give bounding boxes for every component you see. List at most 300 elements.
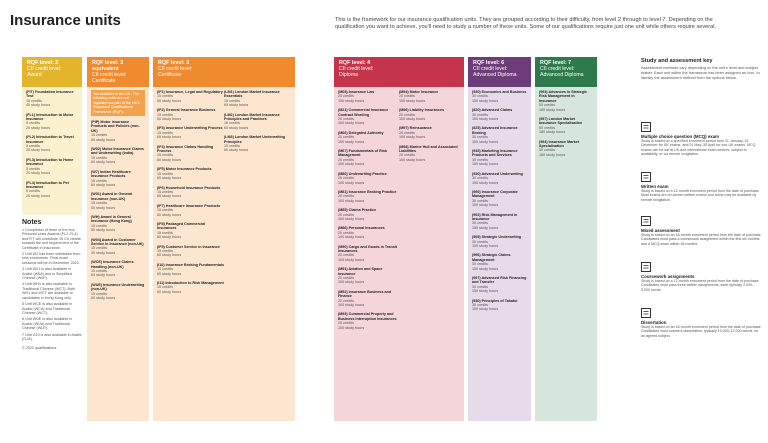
credit-value: Award	[27, 72, 42, 79]
unit-name: (IF2) General Insurance Business	[157, 108, 216, 113]
unit-item	[157, 263, 224, 276]
unit-hours: 100 study hours	[338, 198, 365, 203]
unit-credits: 15 credits	[157, 189, 173, 194]
unit-hours: 50 study hours	[91, 228, 116, 233]
credit-value: Diploma	[339, 72, 359, 79]
unit-credits: 15 credits	[157, 208, 173, 213]
unit-item	[472, 172, 527, 185]
unit-credits: 15 credits	[224, 98, 240, 103]
unit-item	[157, 245, 224, 258]
unit-item	[472, 276, 527, 294]
unit-credits: 15 credits	[157, 230, 173, 235]
column-rqf-level-3	[153, 57, 295, 421]
unit-hours: 100 study hours	[399, 157, 426, 162]
unit-credits: 50 credits	[539, 125, 555, 130]
unit-name: (M93) Commercial Property and Business Interruption Insurances	[338, 312, 397, 321]
column-header	[535, 57, 597, 87]
level-label: RQF level: 2	[27, 60, 59, 66]
unit-item	[224, 90, 291, 108]
unit-credits: 15 credits	[157, 267, 173, 272]
unit-credits: 25 credits	[338, 94, 354, 99]
unit-credits: 20 credits	[338, 276, 354, 280]
unit-hours: 100 study hours	[338, 139, 365, 144]
unit-item	[26, 158, 78, 176]
unit-hours: 150 study hours	[472, 139, 499, 144]
unit-name: (PIP) Motor Insurance Products and Policies (non-UK)	[91, 120, 140, 133]
unit-name: (994) Insurance Market Specialisation	[539, 139, 579, 149]
unit-credits: 5 credits	[26, 166, 40, 171]
unit-item	[338, 131, 399, 144]
units-group	[338, 90, 399, 418]
credit-label: CII credit level:	[92, 72, 127, 79]
unit-credits: 30 credits	[472, 239, 488, 244]
unit-item	[338, 149, 399, 167]
unit-name: (M05) Insurance Law	[338, 90, 375, 94]
unit-credits: 5 credits	[26, 144, 40, 149]
unit-credits: 50 credits	[539, 103, 555, 108]
unit-name: (W04) Award in Customer Service in Insurance (non-UK)	[91, 237, 144, 246]
unit-name: (LM3) London Market Underwriting Principles	[224, 135, 286, 144]
column-header	[334, 57, 464, 87]
unit-credits: 30 credits	[472, 112, 488, 117]
unit-hours: 180 study hours	[539, 130, 566, 135]
unit-name: (I10) Insurance Broking Fundamentals	[157, 262, 225, 267]
unit-credits: 15 credits	[91, 246, 107, 251]
notes-heading: Notes	[22, 219, 42, 226]
key-item-title: Written exam	[641, 184, 669, 189]
unit-name: (M91) Aviation and Space Insurance	[338, 267, 383, 276]
unit-hours: 150 study hours	[472, 203, 499, 208]
note-item: 6 Unit WUE is also available in Arabic (WUA) and Traditional Chinese (WUT).	[22, 317, 73, 331]
unit-credits: 15 credits	[224, 144, 240, 149]
unit-name: (M85) Claims Practice	[338, 208, 377, 213]
unit-hours: 150 study hours	[472, 117, 499, 122]
unit-name: (M21) Commercial Insurance Contract Wording	[338, 108, 389, 117]
unit-name: (WUE) Insurance Underwriting (non-UK)	[91, 282, 145, 292]
unit-hours: 100 study hours	[338, 257, 365, 262]
unit-name: (993) Advances in Strategic Risk Management in Insurance	[539, 90, 588, 103]
unit-credits: 30 credits	[472, 262, 488, 267]
unit-item	[91, 170, 145, 188]
mcq-icon	[641, 122, 651, 132]
unit-credits: 30 credits	[472, 157, 488, 162]
unit-item	[338, 267, 399, 285]
unit-item	[472, 90, 527, 103]
unit-item	[338, 190, 399, 203]
unit-name: (W02) Motor Insurance Claims and Underwriting (India)	[91, 147, 144, 156]
unit-item	[338, 312, 399, 330]
unit-hours: 150 study hours	[472, 180, 499, 185]
unit-item	[26, 113, 78, 131]
unit-name: (IF8) Packaged Commercial Insurances	[157, 221, 206, 231]
column-header	[22, 57, 82, 87]
unit-hours: 100 study hours	[338, 303, 365, 308]
unit-hours: 60 study hours	[157, 135, 182, 140]
unit-credits: 15 credits	[224, 121, 240, 126]
unit-credits: 30 credits	[472, 135, 488, 140]
unit-credits: 15 credits	[91, 223, 107, 228]
level-label: RQF level: 6	[473, 60, 505, 66]
unit-hours: 150 study hours	[472, 162, 499, 167]
unit-hours: 20 study hours	[26, 125, 51, 130]
unit-credits: 20 credits	[399, 130, 415, 135]
unit-item	[157, 186, 224, 199]
unit-hours: 150 study hours	[472, 307, 499, 312]
unit-credits: 20 credits	[338, 212, 354, 217]
unit-name: (IF5) Motor Insurance Products	[157, 167, 212, 172]
key-item	[641, 308, 763, 338]
unit-item	[338, 90, 399, 103]
unit-hours: 60 study hours	[157, 117, 182, 122]
unit-name: (M81) Insurance Broking Practice	[338, 189, 397, 194]
unit-hours: 20 study hours	[26, 171, 51, 176]
unit-credits: 15 credits	[91, 269, 107, 273]
unit-hours: 50 study hours	[91, 205, 116, 210]
unit-credits: 20 credits	[338, 321, 354, 326]
column-rqf-level-3-equivalent	[87, 57, 149, 421]
unit-item	[399, 145, 460, 163]
unit-name: (997) Advanced Risk Financing and Transfer	[472, 276, 527, 285]
unit-hours: 60 study hours	[224, 148, 249, 153]
unit-credits: 30 credits	[472, 221, 488, 226]
unit-credits: 5 credits	[26, 189, 40, 194]
unit-credits: 50 credits	[539, 148, 555, 153]
unit-name: (IF4) Insurance Claims Handling Process	[157, 144, 214, 154]
unit-name: (FIT) Foundation Insurance Test	[26, 90, 74, 99]
credit-value: Certificate	[158, 72, 182, 79]
unit-hours: 40 study hours	[26, 103, 51, 108]
units-list	[334, 87, 464, 421]
unit-hours: 60 study hours	[91, 182, 116, 187]
unit-credits: 5 credits	[26, 121, 40, 126]
unit-name: (930) Advanced Underwriting	[472, 171, 523, 176]
key-title: Study and assessment key	[641, 58, 713, 64]
unit-name: (M90) Cargo and Goods in Transit Insurances	[338, 244, 398, 253]
credit-label: CII credit level:	[473, 66, 508, 73]
unit-item	[157, 90, 224, 103]
unit-hours: 60 study hours	[224, 125, 249, 130]
unit-name: (M80) Underwriting Practice	[338, 171, 387, 176]
key-item-description: Study is based on a 12-month enrolment period from the date of purchase. Candidates must pass three written assignments, each typically 2,000–3,000 words.	[641, 279, 760, 292]
unit-name: (996) Strategic Claims Management	[472, 253, 511, 262]
unit-name: (FL3) Introduction to Home Insurance	[26, 157, 74, 167]
unit-hours: 100 study hours	[338, 216, 365, 221]
unit-item	[91, 215, 145, 233]
unit-hours: 100 study hours	[338, 280, 365, 285]
units-group	[91, 120, 145, 300]
unit-name: (530) Principles of Takaful	[472, 298, 518, 303]
unit-credits: 20 credits	[399, 112, 415, 117]
unit-hours: 60 study hours	[91, 296, 116, 301]
unit-name: (LM1) London Market Insurance Essentials	[224, 90, 280, 99]
unit-credits: 20 credits	[338, 194, 354, 199]
unit-credits: 20 credits	[399, 153, 415, 158]
unit-item	[26, 90, 78, 108]
unit-name: (LM2) London Market Insurance Principles and Practices	[224, 112, 280, 122]
units-list	[22, 87, 82, 215]
note-item: 4 Unit WH4 is also available in Traditional Chinese (WCT). Both WH1 and WCT are available to candidates in Hong Kong only.	[22, 282, 76, 300]
key-item	[641, 216, 763, 246]
unit-credits: 15 credits	[157, 130, 173, 135]
unit-hours: 150 study hours	[472, 266, 499, 271]
unit-credits: 15 credits	[157, 112, 173, 117]
unit-name: (M98) Marine Hull and Associated Liabilities	[399, 144, 458, 154]
unit-name: (M96) Liability Insurances	[399, 108, 445, 113]
unit-credits: 15 credits	[157, 285, 173, 290]
unit-item	[157, 126, 224, 139]
unit-credits: 20 credits	[338, 135, 354, 140]
unit-credits: 20 credits	[338, 230, 354, 235]
unit-hours: 60 study hours	[157, 157, 182, 162]
unit-hours: 20 study hours	[26, 193, 51, 198]
credit-label: CII credit level:	[339, 66, 374, 73]
unit-hours: 60 study hours	[157, 289, 182, 294]
unit-item	[338, 208, 399, 221]
unit-name: (W7) Indian Healthcare Insurance Products	[91, 169, 131, 179]
unit-item	[157, 204, 224, 217]
unit-credits: 15 credits	[157, 153, 173, 158]
unit-credits: 15 credits	[91, 155, 107, 160]
unit-name: (FL4) Introduction to Pet Insurance	[26, 180, 69, 189]
unit-hours: 100 study hours	[338, 162, 365, 167]
notes-list	[22, 228, 82, 341]
unit-credits: 20 credits	[338, 298, 354, 303]
unit-credits: 15 credits	[91, 133, 107, 138]
unit-item	[224, 135, 291, 153]
unit-item	[91, 260, 145, 278]
key-item-title: Coursework assignments	[641, 274, 695, 279]
unit-hours: 60 study hours	[91, 160, 116, 165]
unit-hours: 150 study hours	[472, 289, 499, 294]
note-item: 1 Completion of three of the four Personal Lines Awards (FL1–FL4) and FIT will contribute 15 CII credits towards the unit requirement of the Certificate in Insurance.	[22, 228, 81, 250]
unit-credits: 20 credits	[338, 176, 354, 181]
unit-hours: 60 study hours	[157, 98, 182, 103]
unit-item	[157, 108, 224, 121]
credit-value: Advanced Diploma	[540, 72, 584, 79]
unit-name: (I11) Introduction to Risk Management	[157, 281, 224, 285]
unit-credits: 30 credits	[472, 198, 488, 203]
unit-item	[472, 190, 527, 208]
unit-name: (WCE) Insurance Claims Handling (non-UK)	[91, 260, 134, 269]
unit-item	[399, 90, 460, 103]
column-header	[468, 57, 531, 87]
unit-name: (995) Strategic Underwriting	[472, 235, 522, 240]
key-item-title: Multiple choice question (MCQ) exam	[641, 134, 720, 139]
credit-value: Advanced Diploma	[473, 72, 517, 79]
level-label: RQF level: 7	[540, 60, 572, 66]
unit-hours: 60 study hours	[157, 253, 182, 258]
unit-hours: 60 study hours	[91, 273, 116, 278]
note-item: 7 Unit G10 is also available in Arabic (G1A).	[22, 332, 82, 341]
unit-hours: 60 study hours	[157, 212, 182, 217]
unit-item	[472, 299, 527, 312]
unit-item	[472, 149, 527, 167]
unit-item	[399, 126, 460, 139]
intro-text: This is the framework for our insurance qualification units. They are grouped according to their difficulty, from level 2 through to level 7. Depending on the qualification you want to achieve, you'll need to study a number of these units. Some of our qualifications require just one unit while others require several.	[335, 17, 717, 31]
unit-name: (W01) Award in General Insurance (non-UK)	[91, 192, 133, 201]
unit-hours: 60 study hours	[224, 103, 249, 108]
unit-name: (IF7) Healthcare Insurance Products	[157, 203, 221, 208]
unit-name: (IF3) Insurance Underwriting Process	[157, 126, 223, 131]
unit-hours: 100 study hours	[338, 325, 365, 330]
unit-hours: 60 study hours	[91, 137, 116, 142]
unit-item	[26, 181, 78, 199]
unit-credits: 20 credits	[338, 253, 354, 258]
unit-hours: 60 study hours	[157, 271, 182, 276]
level-label: RQF level: 3	[158, 60, 190, 66]
written-exam-icon	[641, 172, 651, 182]
unit-hours: 100 study hours	[338, 180, 365, 185]
coursework-icon	[641, 262, 651, 272]
column-rqf-level-4	[334, 57, 464, 421]
unit-credits: 15 credits	[91, 178, 107, 183]
unit-name: (FL1) Introduction to Motor Insurance	[26, 112, 74, 122]
key-item-description: Study is based on an 18-month enrolment period from the date of purchase. Candidates must pass a coursework assignment within the first six months and a MCQ exam within 18 months.	[641, 233, 762, 246]
unit-credits: 30 credits	[472, 94, 488, 99]
unit-item	[472, 108, 527, 121]
unit-item	[539, 140, 593, 158]
unit-item	[539, 117, 593, 135]
unit-hours: 60 study hours	[157, 176, 182, 181]
column-header	[87, 57, 149, 87]
key-item-description: Study is based on a specified enrolment period from 31 January–31 December for UK exams, and 01 May–30 April for non-UK exams. MCQ exams can be sat at UK and international exam centres, subject to availability, or via remote invigilation.	[641, 139, 756, 157]
unit-name: (IF6) Household Insurance Products	[157, 185, 221, 190]
not-available-notice: Not available in the UK. The following units are not regulated as part of the UK's Regulated Qualifications Framework (RQF).	[91, 90, 145, 116]
unit-name: (IF1) Insurance, Legal and Regulatory	[157, 90, 223, 94]
unit-item	[338, 245, 399, 263]
unit-hours: 100 study hours	[338, 235, 365, 240]
mixed-assessment-icon	[641, 216, 651, 226]
unit-hours: 50 study hours	[91, 250, 116, 255]
unit-hours: 150 study hours	[472, 243, 499, 248]
note-item: 3 Unit W01 is also available in Arabic (W0A) and in Simplified Chinese (W0F).	[22, 267, 73, 281]
level-label: RQF level: 3 equivalent	[92, 60, 124, 73]
note-item: 2 Unit W2 has been withdrawn from new enrolments. Final exam sessions will be in December 2022.	[22, 252, 81, 265]
unit-name: (530) Economics and Business	[472, 90, 527, 94]
unit-credits: 15 credits	[91, 291, 107, 296]
unit-item	[338, 172, 399, 185]
unit-name: (945) Marketing Insurance Products and Services	[472, 149, 518, 158]
unit-hours: 100 study hours	[338, 98, 365, 103]
unit-name: (992) Risk Management in Insurance	[472, 212, 518, 221]
unit-name: (M97) Reinsurance	[399, 126, 432, 131]
dissertation-icon	[641, 308, 651, 318]
column-rqf-level-6	[468, 57, 531, 421]
unit-credits: 20 credits	[399, 94, 415, 99]
unit-item	[224, 113, 291, 131]
unit-credits: 15 credits	[157, 171, 173, 176]
column-rqf-level-7	[535, 57, 597, 421]
unit-hours: 100 study hours	[338, 121, 365, 126]
unit-hours: 150 study hours	[472, 225, 499, 230]
unit-credits: 30 credits	[472, 303, 488, 308]
unit-hours: 60 study hours	[157, 235, 182, 240]
key-item	[641, 172, 763, 202]
unit-name: (820) Advanced Claims	[472, 108, 513, 113]
key-description: Assessment methods vary depending on the unit's level and subject matter. Each unit within the framework has been assigned an icon, to identify the assessment method from the options below.	[641, 65, 760, 80]
unit-hours: 100 study hours	[399, 117, 426, 122]
unit-item	[338, 108, 399, 126]
unit-credits: 15 credits	[91, 201, 107, 206]
key-item-description: Study is based on an 18-month enrolment period from the date of purchase. Candidates must submit a dissertation, typically 10,000–12,000 words, on an agreed subject.	[641, 325, 762, 338]
key-item	[641, 122, 763, 157]
unit-item	[472, 235, 527, 248]
level-label: RQF level: 4	[339, 60, 371, 66]
unit-item	[91, 192, 145, 210]
units-group	[399, 90, 460, 418]
unit-item	[91, 283, 145, 301]
unit-item	[472, 253, 527, 271]
column-header	[153, 57, 295, 87]
unit-item	[91, 147, 145, 165]
unit-credits: 15 credits	[157, 94, 173, 99]
unit-name: (IF9) Customer Service in Insurance	[157, 244, 220, 249]
units-group	[224, 90, 291, 418]
unit-hours: 150 study hours	[472, 98, 499, 103]
unit-item	[472, 126, 527, 144]
key-item-title: Dissertation	[641, 320, 667, 325]
unit-item	[157, 281, 224, 294]
units-list	[468, 87, 531, 421]
unit-item	[539, 90, 593, 112]
unit-item	[157, 222, 224, 240]
unit-item	[399, 108, 460, 121]
unit-name: (WH) Award in General Insurance (Hong Kong)	[91, 214, 132, 224]
note-item: 5 Unit WCE is also available in Arabic (WCA) and Traditional Chinese (WCT).	[22, 302, 73, 315]
unit-credits: 20 credits	[338, 157, 354, 162]
unit-item	[91, 238, 145, 256]
unit-name: (M94) Motor Insurance	[399, 90, 439, 94]
unit-hours: 100 study hours	[399, 135, 426, 140]
copyright: © 2022 qualifications	[22, 346, 57, 351]
key-item-description: Study is based on a 12-month enrolment period from the date of purchase. Most exams are on-screen written exams and some may be available by remote invigilation.	[641, 189, 760, 202]
units-list	[87, 87, 149, 421]
unit-credits: 30 credits	[472, 284, 488, 289]
unit-item	[26, 135, 78, 153]
unit-name: (M66) Delegated Authority	[338, 130, 384, 135]
unit-credits: 15 credits	[157, 248, 173, 253]
unit-hours: 20 study hours	[26, 148, 51, 153]
credit-label: CII credit level:	[27, 66, 62, 73]
credit-label: CII credit level:	[540, 66, 575, 73]
unit-item	[157, 145, 224, 163]
unit-name: (M86) Personal Insurances	[338, 226, 385, 231]
column-rqf-level-2	[22, 57, 82, 351]
unit-name: (997) London Market Insurance Specialisation	[539, 117, 583, 126]
unit-item	[157, 167, 224, 180]
unit-hours: 180 study hours	[539, 152, 566, 157]
unit-name: (M67) Fundamentals of Risk Management	[338, 149, 387, 158]
page-title: Insurance units	[10, 12, 121, 29]
unit-hours: 100 study hours	[399, 98, 426, 103]
unit-name: (FL2) Introduction to Travel Insurance	[26, 135, 74, 144]
unit-item	[91, 120, 145, 142]
unit-item	[338, 290, 399, 308]
units-group	[157, 90, 224, 418]
units-list	[153, 87, 295, 421]
unit-name: (M92) Insurance Business and Finance	[338, 289, 392, 299]
unit-name: (990) Insurance Corporate Management	[472, 189, 518, 199]
unit-hours: 180 study hours	[539, 107, 566, 112]
credit-value: Certificate	[92, 78, 116, 85]
credit-label: CII credit level:	[158, 66, 193, 73]
unit-credits: 20 credits	[338, 117, 354, 122]
unit-credits: 10 credits	[26, 98, 42, 103]
unit-hours: 60 study hours	[157, 194, 182, 199]
key-item-title: Mixed assessment	[641, 228, 680, 233]
unit-item	[338, 226, 399, 239]
unit-item	[472, 213, 527, 231]
